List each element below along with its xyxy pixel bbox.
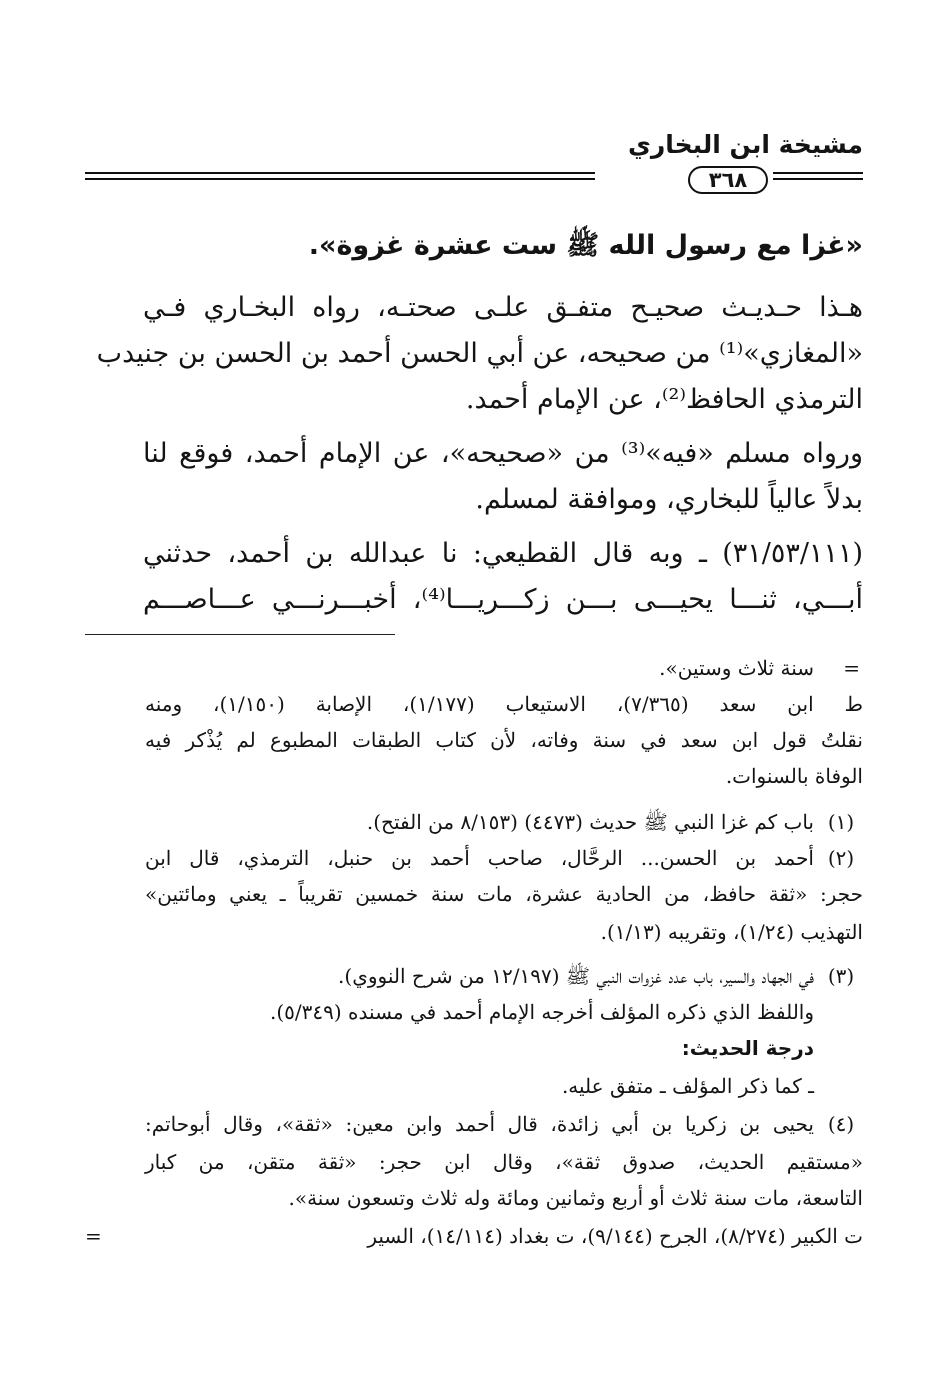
footnote-last-line: ت الكبير (٨/٢٧٤)، الجرح (٩/١٤٤)، ت بغداد (١٤/١١٤)، السير: [367, 1224, 863, 1248]
page-number: ٣٦٨: [688, 166, 768, 194]
footnote-3-heading: درجة الحديث:: [681, 1036, 814, 1060]
footnote-1-line: باب كم غزا النبي ﷺ حديث (٤٤٧٣) (٨/١٥٣ من الفتح).: [366, 810, 814, 834]
footnote-3-line: واللفظ الذي ذكره المؤلف أخرجه الإمام أحمد في مسنده (٥/٣٤٩).: [270, 1000, 814, 1024]
footnote-continuation-line: سنة ثلاث وستين».: [659, 656, 814, 680]
body-line-8: أبـــي، ثنـــا يحيـــى بـــن زكـــريـــا⁽⁴⁾، أخبـــرنـــي عـــاصـــم: [143, 584, 864, 615]
body-line-7: (٣١/٥٣/١١١) ـ وبه قال القطيعي: نا عبدالله بن أحمد، حدثني: [143, 538, 863, 569]
body-line-2: هـذا حـديـث صحيـح متفـق علـى صحتـه، رواه البخـاري فـي: [143, 292, 863, 323]
header-rule-line-left-bottom: [85, 178, 595, 180]
footnote-4-line: التاسعة، مات سنة ثلاث أو أربع وثمانين ومائة وله ثلاث وتسعون سنة».: [288, 1186, 863, 1210]
header-rule: [85, 166, 863, 194]
footnote-3-line: ـ كما ذكر المؤلف ـ متفق عليه.: [561, 1074, 814, 1098]
body-line-3: «المغازي»⁽¹⁾ من صحيحه، عن أبي الحسن أحمد بن الحسن بن جنيدب: [96, 338, 863, 369]
running-title: مشيخة ابن البخاري: [627, 130, 863, 159]
footnote-marker-1: (١): [827, 810, 855, 834]
footnote-continuation-line: ط ابن سعد (٧/٣٦٥)، الاستيعاب (١/١٧٧)، الإصابة (١/١٥٠)، ومنه: [145, 692, 864, 716]
footnote-2-line: التهذيب (١/٢٤)، وتقريبه (١/١٣).: [600, 920, 863, 944]
header-rule-line-right-bottom: [773, 178, 863, 180]
continues-next-page-marker: =: [85, 1224, 102, 1248]
footnote-4-line: يحيى بن زكريا بن أبي زائدة، قال أحمد وابن معين: «ثقة»، وقال أبوحاتم:: [145, 1112, 814, 1136]
header-rule-line-right-top: [773, 172, 863, 174]
footnote-continuation-line: الوفاة بالسنوات.: [725, 764, 863, 788]
body-line-5: ورواه مسلم «فيه»⁽³⁾ من «صحيحه»، عن الإمام أحمد، فوقع لنا: [143, 438, 863, 469]
footnote-marker-4: (٤): [827, 1112, 855, 1136]
footnote-marker-3: (٣): [827, 964, 855, 988]
footnote-continuation-line: نقلتُ قول ابن سعد في سنة وفاته، لأن كتاب الطبقات المطبوع لم يُذْكر فيه: [145, 728, 863, 752]
footnote-marker-2: (٢): [827, 846, 855, 870]
continuation-marker: =: [843, 656, 860, 680]
footnote-separator: [85, 634, 395, 635]
body-line-4: الترمذي الحافظ⁽²⁾، عن الإمام أحمد.: [465, 384, 863, 415]
footnote-4-line: «مستقيم الحديث، صدوق ثقة»، وقال ابن حجر: «ثقة متقن، من كبار: [145, 1150, 863, 1174]
header-rule-line-left-top: [85, 172, 595, 174]
footnote-2-line: أحمد بن الحسن... الرحَّال، صاحب أحمد بن حنبل، الترمذي، قال ابن: [145, 846, 814, 870]
footnote-3-line: في الجهاد والسير، باب عدد غزوات النبي ﷺ (١٢/١٩٧ من شرح النووي).: [338, 964, 814, 988]
footnote-2-line: حجر: «ثقة حافظ، من الحادية عشرة، مات سنة خمسين تقريباً ـ يعني ومائتين»: [145, 882, 863, 906]
body-line-6: بدلاً عالياً للبخاري، وموافقة لمسلم.: [475, 484, 863, 515]
body-line-1: «غزا مع رسول الله ﷺ ست عشرة غزوة».: [308, 230, 863, 261]
